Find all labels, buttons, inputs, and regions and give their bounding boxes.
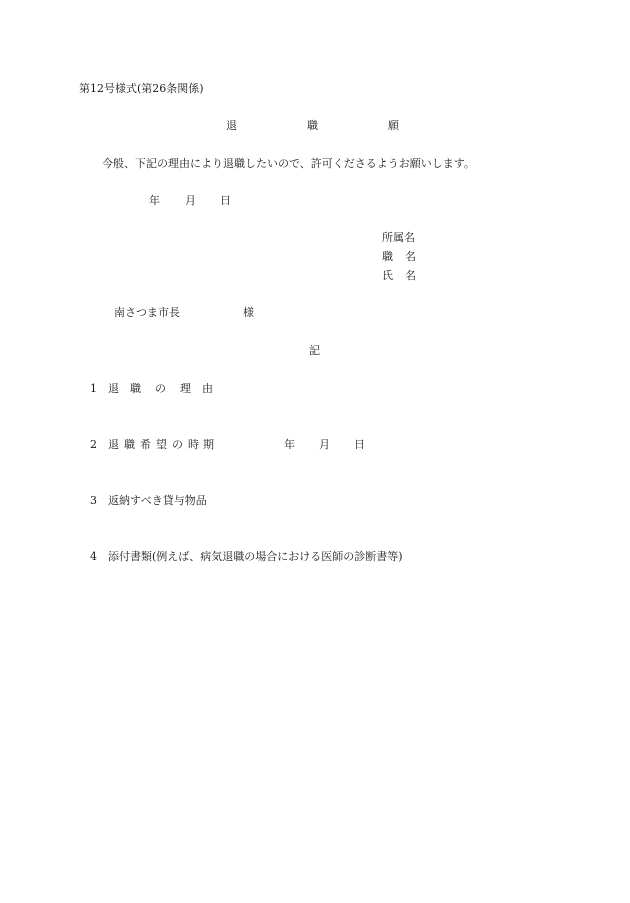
- applicant-name-label: [382, 270, 416, 281]
- item-1-label-char: 職: [130, 382, 141, 395]
- request-sentence: 今般、下記の理由により退職したいので、許可くださるようお願いします。: [102, 157, 475, 170]
- item-2-year-label: 年: [284, 438, 295, 451]
- item-2-label-char: 希: [140, 438, 151, 451]
- item-2-day-label: 日: [354, 438, 365, 451]
- date-day-label: 日: [220, 194, 231, 207]
- item-2-label-char: の: [172, 438, 183, 451]
- item-1-label-char: 退: [108, 382, 119, 395]
- item-2-label-char: 期: [203, 438, 214, 451]
- item-number: 3: [90, 494, 97, 507]
- item-number: 2: [90, 438, 97, 451]
- name-char: 氏: [382, 269, 393, 282]
- item-number: 4: [90, 550, 97, 563]
- item-1-label-char: 理: [180, 382, 191, 395]
- position-char: 名: [405, 250, 416, 263]
- title-char: 退: [226, 119, 237, 132]
- item-3-label: 返納すべき貸与物品: [108, 494, 207, 507]
- form-number-header: 第12号様式(第26条関係): [79, 82, 204, 95]
- item-number: 1: [90, 382, 97, 395]
- applicant-position-label: [382, 251, 416, 262]
- ki-marker: 記: [309, 344, 320, 357]
- item-1-label-char: 由: [202, 382, 213, 395]
- item-2-label-char: 退: [108, 438, 119, 451]
- item-4-label: 添付書類(例えば、病気退職の場合における医師の診断書等): [108, 550, 403, 563]
- applicant-affiliation-label: 所属名: [382, 231, 415, 244]
- position-char: 職: [382, 250, 393, 263]
- title-char: 職: [307, 119, 318, 132]
- item-2-label-char: 時: [188, 438, 199, 451]
- item-1-label-char: の: [155, 382, 166, 395]
- item-2-month-label: 月: [319, 438, 330, 451]
- addressee-honorific: 様: [243, 306, 254, 319]
- name-char: 名: [405, 269, 416, 282]
- item-2-label-char: 望: [156, 438, 167, 451]
- addressee-name: 南さつま市長: [114, 306, 180, 319]
- title-char: 願: [388, 119, 399, 132]
- item-2-label-char: 職: [124, 438, 135, 451]
- date-year-label: 年: [149, 194, 160, 207]
- date-month-label: 月: [185, 194, 196, 207]
